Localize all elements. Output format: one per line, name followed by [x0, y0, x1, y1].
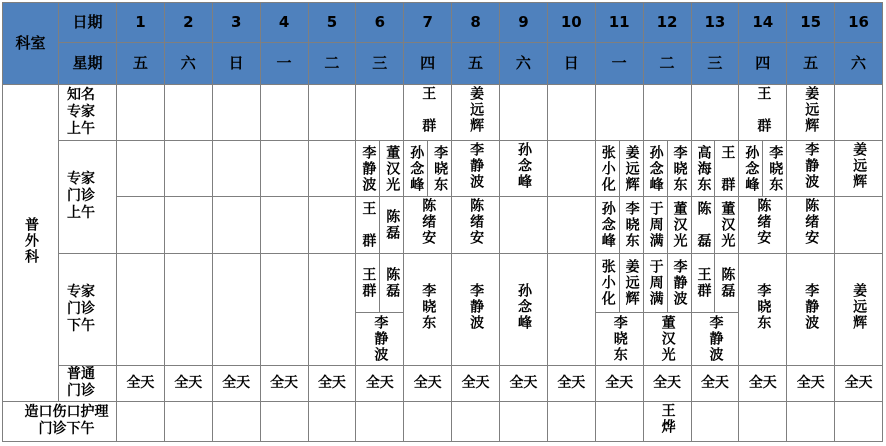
doctor-cell — [164, 401, 212, 441]
doctor-cell — [643, 253, 691, 365]
doctor-cell — [212, 197, 260, 253]
doctor-cell — [500, 141, 548, 197]
general-cell: 全天 — [356, 365, 404, 401]
doctor-cell — [595, 197, 643, 253]
doctor-name: 李静波 — [372, 314, 389, 363]
doctor-cell — [739, 197, 787, 253]
doctor-cell — [595, 85, 643, 141]
doctor-cell — [164, 253, 212, 365]
row-label-expert-am: 专家门诊上午 — [59, 141, 117, 253]
doctor-name: 孙念峰 — [515, 142, 532, 191]
doctor-cell — [356, 401, 404, 441]
doctor-cell — [164, 197, 212, 253]
doctor-cell — [452, 253, 500, 365]
doctor-name: 李静波 — [707, 314, 724, 363]
doctor-cell — [117, 197, 165, 253]
doctor-name: 张小化 — [599, 144, 616, 193]
doctor-name: 董汉光 — [659, 314, 676, 363]
general-cell: 全天 — [308, 365, 356, 401]
row-label-expert-pm: 专家门诊下午 — [59, 253, 117, 365]
weekday-cell: 日 — [212, 43, 260, 85]
date-cell: 10 — [547, 3, 595, 43]
doctor-cell — [787, 141, 835, 197]
doctor-cell — [739, 85, 787, 141]
doctor-cell — [595, 401, 643, 441]
doctor-cell — [643, 401, 691, 441]
doctor-cell — [691, 197, 739, 253]
doctor-cell — [452, 197, 500, 253]
doctor-name: 王 群 — [719, 144, 736, 193]
doctor-name: 董汉光 — [671, 200, 688, 249]
doctor-cell — [452, 85, 500, 141]
doctor-cell — [308, 197, 356, 253]
doctor-cell — [547, 253, 595, 365]
weekday-cell: 六 — [164, 43, 212, 85]
date-cell: 14 — [739, 3, 787, 43]
doctor-name: 于周满 — [647, 258, 664, 307]
date-cell: 12 — [643, 3, 691, 43]
doctor-cell — [404, 85, 452, 141]
row-label-general: 普通门诊 — [59, 365, 117, 401]
doctor-name: 姜远辉 — [803, 86, 820, 135]
doctor-name: 李静波 — [803, 282, 820, 331]
doctor-name: 于周满 — [647, 200, 664, 249]
doctor-name: 姜远辉 — [468, 86, 485, 135]
weekday-cell: 二 — [308, 43, 356, 85]
doctor-cell — [787, 253, 835, 365]
weekday-cell: 五 — [117, 43, 165, 85]
doctor-cell — [787, 401, 835, 441]
doctor-cell — [835, 253, 883, 365]
doctor-name: 董汉光 — [719, 200, 736, 249]
general-cell: 全天 — [739, 365, 787, 401]
doctor-name: 陈磊 — [719, 266, 736, 299]
doctor-cell — [643, 141, 691, 197]
doctor-cell — [739, 141, 787, 197]
date-header: 日期 — [59, 3, 117, 43]
department-name: 普外科 — [23, 216, 39, 265]
doctor-cell — [308, 253, 356, 365]
weekday-cell: 六 — [835, 43, 883, 85]
date-cell: 16 — [835, 3, 883, 43]
doctor-cell — [547, 401, 595, 441]
doctor-cell — [643, 85, 691, 141]
weekday-cell: 四 — [404, 43, 452, 85]
doctor-name: 陈磊 — [384, 266, 401, 299]
date-cell: 6 — [356, 3, 404, 43]
doctor-name: 陈绪安 — [468, 198, 485, 247]
dept-header: 科室 — [3, 3, 59, 85]
doctor-cell — [500, 85, 548, 141]
doctor-cell — [212, 141, 260, 197]
date-cell: 7 — [404, 3, 452, 43]
doctor-name: 姜远辉 — [851, 282, 868, 331]
doctor-name: 李晓东 — [767, 144, 784, 193]
doctor-cell — [308, 401, 356, 441]
doctor-cell — [117, 85, 165, 141]
general-cell: 全天 — [643, 365, 691, 401]
weekday-cell: 一 — [260, 43, 308, 85]
date-cell: 8 — [452, 3, 500, 43]
doctor-cell — [356, 85, 404, 141]
doctor-cell — [452, 401, 500, 441]
doctor-cell — [260, 197, 308, 253]
doctor-cell — [835, 85, 883, 141]
doctor-cell — [595, 253, 643, 365]
doctor-cell — [404, 141, 452, 197]
doctor-cell — [404, 253, 452, 365]
doctor-cell — [787, 197, 835, 253]
doctor-name: 王 群 — [360, 200, 377, 249]
doctor-cell — [117, 401, 165, 441]
doctor-cell — [164, 85, 212, 141]
doctor-cell — [356, 141, 404, 197]
doctor-name: 孙念峰 — [599, 200, 616, 249]
general-cell: 全天 — [547, 365, 595, 401]
doctor-cell — [500, 197, 548, 253]
doctor-name: 孙念峰 — [408, 144, 425, 193]
doctor-cell — [691, 401, 739, 441]
doctor-cell — [260, 253, 308, 365]
doctor-name: 孙念峰 — [743, 144, 760, 193]
doctor-name: 张小化 — [599, 258, 616, 307]
doctor-cell — [164, 141, 212, 197]
doctor-name: 陈 磊 — [695, 200, 712, 249]
doctor-name: 李晓东 — [420, 282, 437, 331]
doctor-cell — [452, 141, 500, 197]
doctor-cell — [260, 85, 308, 141]
date-cell: 13 — [691, 3, 739, 43]
doctor-cell — [643, 197, 691, 253]
doctor-cell — [117, 253, 165, 365]
doctor-name: 孙念峰 — [515, 282, 532, 331]
weekday-cell: 四 — [739, 43, 787, 85]
doctor-cell — [260, 141, 308, 197]
weekday-cell: 五 — [452, 43, 500, 85]
doctor-cell — [787, 85, 835, 141]
doctor-cell — [739, 253, 787, 365]
general-cell: 全天 — [212, 365, 260, 401]
date-cell: 11 — [595, 3, 643, 43]
doctor-name: 姜远辉 — [851, 142, 868, 191]
doctor-cell — [595, 141, 643, 197]
doctor-name: 李晓东 — [671, 144, 688, 193]
doctor-name: 孙念峰 — [647, 144, 664, 193]
doctor-name: 王烨 — [659, 402, 676, 435]
doctor-name: 李晓东 — [755, 282, 772, 331]
general-cell: 全天 — [164, 365, 212, 401]
doctor-cell — [404, 197, 452, 253]
date-cell: 5 — [308, 3, 356, 43]
row-label-famous-am: 知名专家上午 — [59, 85, 117, 141]
date-cell: 3 — [212, 3, 260, 43]
doctor-name: 李晓东 — [611, 314, 628, 363]
doctor-cell — [260, 401, 308, 441]
weekday-cell: 三 — [356, 43, 404, 85]
doctor-cell — [835, 401, 883, 441]
doctor-name: 李晓东 — [623, 200, 640, 249]
doctor-name: 王群 — [360, 266, 377, 299]
doctor-cell — [691, 141, 739, 197]
doctor-name: 陈绪安 — [803, 198, 820, 247]
doctor-cell — [835, 141, 883, 197]
general-cell: 全天 — [691, 365, 739, 401]
doctor-name: 李静波 — [468, 142, 485, 191]
date-cell: 1 — [117, 3, 165, 43]
doctor-name: 李静波 — [468, 282, 485, 331]
doctor-cell — [500, 401, 548, 441]
doctor-name: 陈磊 — [384, 208, 401, 241]
doctor-name: 李晓东 — [432, 144, 449, 193]
doctor-cell — [739, 401, 787, 441]
general-cell: 全天 — [787, 365, 835, 401]
row-label-stoma: 造口伤口护理门诊下午 — [3, 401, 117, 441]
doctor-name: 李静波 — [671, 258, 688, 307]
doctor-cell — [547, 141, 595, 197]
weekday-cell: 五 — [787, 43, 835, 85]
date-cell: 9 — [500, 3, 548, 43]
weekday-cell: 一 — [595, 43, 643, 85]
doctor-cell — [308, 85, 356, 141]
doctor-cell — [547, 85, 595, 141]
weekday-header: 星期 — [59, 43, 117, 85]
general-cell: 全天 — [452, 365, 500, 401]
general-cell: 全天 — [260, 365, 308, 401]
doctor-name: 王群 — [695, 266, 712, 299]
doctor-cell — [356, 197, 404, 253]
doctor-name: 陈绪安 — [420, 198, 437, 247]
general-cell: 全天 — [595, 365, 643, 401]
date-cell: 4 — [260, 3, 308, 43]
doctor-cell — [212, 401, 260, 441]
doctor-cell — [547, 197, 595, 253]
general-cell: 全天 — [117, 365, 165, 401]
date-cell: 15 — [787, 3, 835, 43]
doctor-cell — [356, 253, 404, 365]
general-cell: 全天 — [835, 365, 883, 401]
weekday-cell: 二 — [643, 43, 691, 85]
schedule-table — [2, 2, 883, 442]
date-cell: 2 — [164, 3, 212, 43]
doctor-name: 王 群 — [755, 86, 772, 135]
doctor-cell — [691, 253, 739, 365]
doctor-cell — [212, 85, 260, 141]
doctor-cell — [117, 141, 165, 197]
general-cell: 全天 — [404, 365, 452, 401]
doctor-cell — [835, 197, 883, 253]
doctor-name: 姜远辉 — [623, 258, 640, 307]
doctor-name: 董汉光 — [384, 144, 401, 193]
doctor-name: 李静波 — [803, 142, 820, 191]
weekday-cell: 六 — [500, 43, 548, 85]
doctor-cell — [212, 253, 260, 365]
doctor-name: 姜远辉 — [623, 144, 640, 193]
doctor-name: 王 群 — [420, 86, 437, 135]
doctor-cell — [691, 85, 739, 141]
doctor-name: 高海东 — [695, 144, 712, 193]
general-cell: 全天 — [500, 365, 548, 401]
doctor-cell — [308, 141, 356, 197]
doctor-cell — [404, 401, 452, 441]
department-cell — [3, 85, 59, 402]
weekday-cell: 三 — [691, 43, 739, 85]
doctor-name: 陈绪安 — [755, 198, 772, 247]
weekday-cell: 日 — [547, 43, 595, 85]
doctor-name: 李静波 — [360, 144, 377, 193]
doctor-cell — [500, 253, 548, 365]
